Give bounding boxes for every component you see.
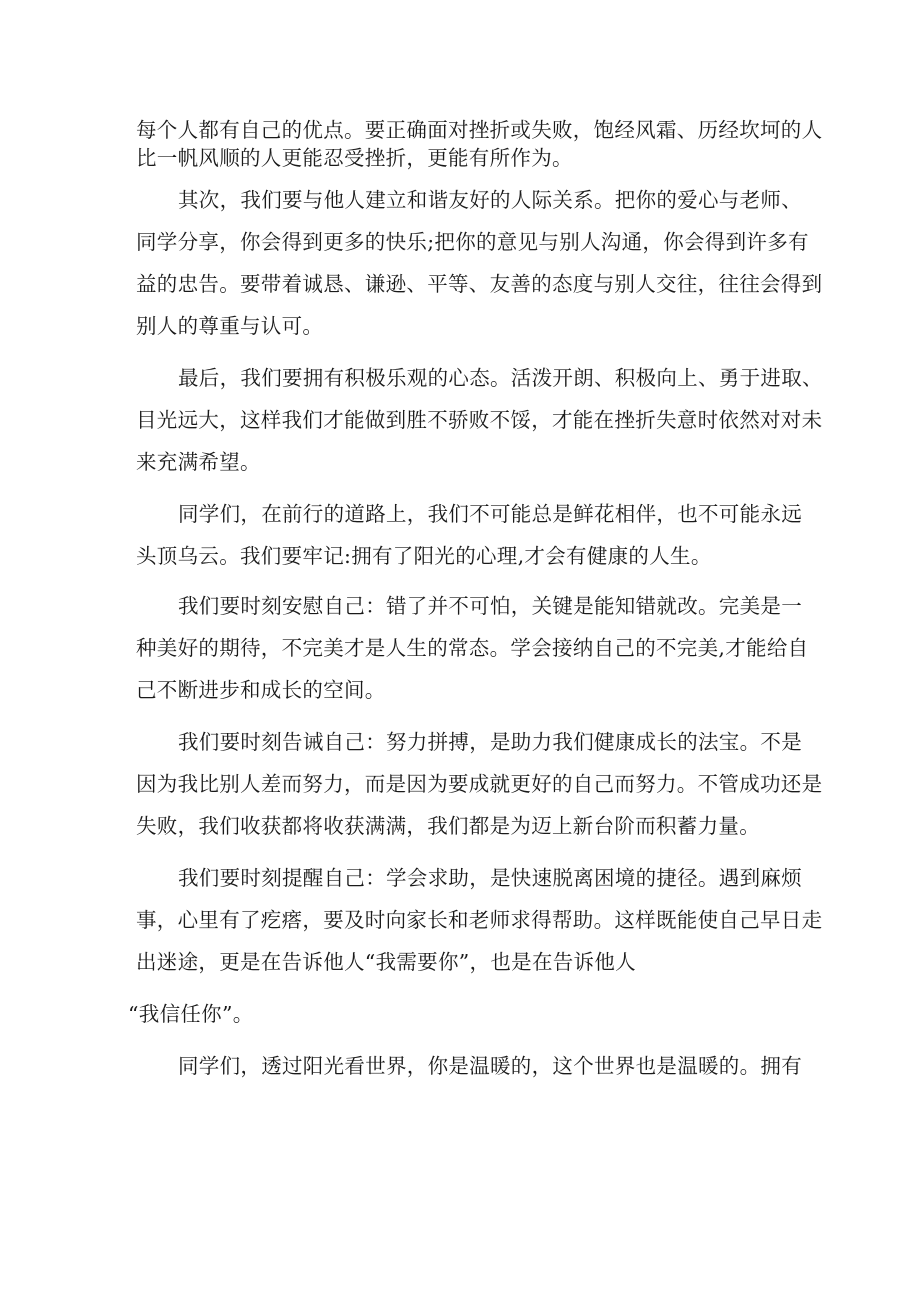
text-line: 我们要时刻告诫自己：努力拼搏，是助力我们健康成长的法宝。不是	[178, 730, 802, 754]
text-line: 其次，我们要与他人建立和谐友好的人际关系。把你的爱心与老师、	[178, 188, 802, 212]
text-line: 益的忠告。要带着诚恳、谦逊、平等、友善的态度与别人交往，往往会得到	[136, 272, 823, 296]
text-line: 别人的尊重与认可。	[136, 314, 324, 338]
text-line: 种美好的期待，不完美才是人生的常态。学会接纳自己的不完美,才能给自	[136, 636, 809, 660]
text-line: 同学们，在前行的道路上，我们不可能总是鲜花相伴，也不可能永远	[178, 502, 802, 526]
text-line: 同学分享，你会得到更多的快乐;把你的意见与别人沟通，你会得到许多有	[136, 230, 809, 254]
text-line: 目光远大，这样我们才能做到胜不骄败不馁，才能在挫折失意时依然对对未	[136, 408, 823, 432]
text-line: 来充满希望。	[136, 450, 261, 474]
text-line: 事，心里有了疙瘩，要及时向家长和老师求得帮助。这样既能使自己早日走	[136, 908, 823, 932]
text-line: “我信任你”。	[128, 1002, 254, 1026]
text-line: 己不断进步和成长的空间。	[136, 678, 386, 702]
text-line: 出迷途，更是在告诉他人“我需要你”，也是在告诉他人	[136, 950, 636, 974]
text-line: 头顶乌云。我们要牢记:拥有了阳光的心理,才会有健康的人生。	[136, 544, 712, 568]
text-line: 我们要时刻提醒自己：学会求助，是快速脱离困境的捷径。遇到麻烦	[178, 866, 802, 890]
text-line: 最后，我们要拥有积极乐观的心态。活泼开朗、积极向上、勇于进取、	[178, 366, 823, 390]
text-line: 我们要时刻安慰自己：错了并不可怕，关键是能知错就改。完美是一	[178, 594, 802, 618]
text-line: 同学们，透过阳光看世界，你是温暖的，这个世界也是温暖的。拥有	[178, 1054, 802, 1078]
text-line: 失败，我们收获都将收获满满，我们都是为迈上新台阶而积蓄力量。	[136, 814, 760, 838]
text-line: 每个人都有自己的优点。要正确面对挫折或失败，饱经风霜、历经坎坷的人	[136, 118, 823, 142]
text-line: 比一帆风顺的人更能忍受挫折，更能有所作为。	[136, 146, 573, 170]
text-line: 因为我比别人差而努力，而是因为要成就更好的自己而努力。不管成功还是	[136, 772, 823, 796]
